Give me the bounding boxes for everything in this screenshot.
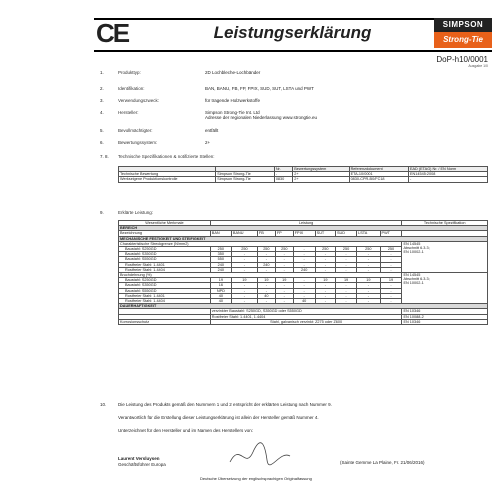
perf-col-header: BANU	[231, 231, 257, 236]
perf-value: -	[231, 288, 257, 293]
item-value2: Adresse der regionalen Niederlassung www.strongtie.eu	[205, 115, 318, 120]
signature-image	[225, 440, 295, 470]
perf-value: -	[275, 283, 293, 288]
footer-p1: Die Leistung des Produkts gemäß den Nummern 1 und 2 entspricht der erklärten Leistung nach Nummer 9.	[118, 402, 332, 407]
simpson-logo	[434, 18, 492, 48]
perf-value: 250	[257, 247, 275, 252]
perf-value: 240	[257, 262, 275, 267]
perf-spec-line: EN 14545	[403, 241, 421, 246]
spec-row	[119, 177, 488, 182]
spec-cell: 0830-CPR-B0/FC18	[349, 177, 408, 182]
perf-spec-line: EN 10002-1	[403, 250, 424, 255]
perf-korr: Korrosionsschutz	[119, 319, 211, 324]
perf-value: 40	[293, 299, 315, 304]
perf-value: 250	[357, 247, 380, 252]
spec-cell: Technische Bewertung	[119, 172, 216, 177]
perf-bereich: BEREICH	[119, 226, 488, 231]
perf-value: -	[357, 293, 380, 298]
spec-cell: EN14545:2008	[408, 172, 487, 177]
perf-value: -	[315, 293, 335, 298]
perf-dauer2-spec: EN 10088-2	[402, 314, 488, 319]
perf-value: -	[357, 257, 380, 262]
perf-value: 250	[380, 247, 402, 252]
perf-col-header: FB	[257, 231, 275, 236]
perf-value: -	[315, 283, 335, 288]
perf-mech: MECHANISCHE FESTIGKEIT UND STEIFIGKEIT	[119, 236, 488, 241]
perf-value: -	[231, 252, 257, 257]
perf-spec-cell	[402, 241, 488, 272]
perf-value: -	[315, 252, 335, 257]
item-value: Simpson Strong-Tie Int. Ltd	[205, 110, 260, 115]
perf-row-label: Baustahl: S250GD	[119, 278, 211, 283]
perf-col-header: BAN	[210, 231, 231, 236]
item-label: Bewertungssystem:	[118, 140, 158, 145]
perf-value: -	[335, 257, 356, 262]
perf-row-label: Rostfreier Stahl: 1.4401	[119, 262, 211, 267]
perf-col-header: SUT	[315, 231, 335, 236]
perf-value: -	[380, 252, 402, 257]
perf-value: -	[293, 252, 315, 257]
spec-cell: Simpson Strong-Tie	[216, 177, 275, 182]
spec-header-cell: Nr.	[274, 167, 292, 172]
item-label: Produkttyp:	[118, 70, 141, 75]
perf-value: -	[335, 252, 356, 257]
spec-cell: -	[408, 177, 487, 182]
item9-num: 9.	[100, 210, 104, 215]
perf-value: 19	[315, 278, 335, 283]
footer-p2: Verantwortlich für die Erstellung dieser Leistungserklärung ist allein der Hersteller gemäß Nummer 4.	[118, 415, 319, 420]
item-label: Hersteller:	[118, 110, 139, 115]
perf-head-char: Wesentliche Merkmale	[119, 221, 211, 226]
perf-value: -	[357, 299, 380, 304]
perf-spec-line: Abschnitt 6.3.3;	[403, 277, 430, 282]
performance-table	[118, 220, 488, 325]
item-label: Verwendungszweck:	[118, 98, 160, 103]
item-value: für tragende Holzwerkstoffe	[205, 98, 260, 103]
perf-row-label: Baustahl: S550GD	[119, 288, 211, 293]
perf-value: -	[357, 252, 380, 257]
perf-value: -	[293, 278, 315, 283]
perf-bezeichnung: Bezeichnung	[119, 231, 211, 236]
perf-value: 19	[257, 278, 275, 283]
item-num: 5.	[100, 128, 104, 133]
item-num: 2.	[100, 86, 104, 91]
spec-header-cell: Bewertungssystem	[293, 167, 349, 172]
perf-row-label: Rostfreier Stahl: 1.4401	[119, 293, 211, 298]
page-title: Leistungserklärung	[213, 23, 372, 42]
perf-value: -	[257, 299, 275, 304]
perf-value: -	[380, 257, 402, 262]
perf-block-title: Charakteristische Streckgrenze (N/mm2)	[119, 241, 402, 246]
item-num: 3.	[100, 98, 104, 103]
perf-value: -	[315, 299, 335, 304]
perf-value: -	[335, 288, 356, 293]
dop-id: DoP-h10/0001	[436, 55, 488, 64]
perf-row-label: Baustahl: S250GD	[119, 247, 211, 252]
perf-value: 19	[231, 278, 257, 283]
perf-spec-line: Abschnitt 6.3.3;	[403, 246, 430, 251]
perf-value: 250	[335, 247, 356, 252]
perf-value: -	[357, 283, 380, 288]
spec-header-cell: EAD (ETAG) Nr. / EN Norm	[408, 167, 487, 172]
perf-korr-row	[119, 319, 488, 324]
perf-value: 40	[210, 293, 231, 298]
perf-row-label: Baustahl: S550GD	[119, 257, 211, 262]
item-num: 6.	[100, 140, 104, 145]
perf-value: -	[357, 262, 380, 267]
perf-value: NPD	[210, 288, 231, 293]
perf-value: -	[275, 262, 293, 267]
perf-head-spec: Technische Spezifikation	[402, 221, 488, 226]
translation-note: Deutsche Übersetzung der englischsprachigen Originalfassung	[200, 476, 312, 481]
perf-col-header: SUD	[335, 231, 356, 236]
perf-block-title: Bruchdehnung (%)	[119, 273, 402, 278]
perf-row-label: Rostfreier Stahl: 1.4404	[119, 267, 211, 272]
perf-value: -	[335, 267, 356, 272]
spec-cell: -	[274, 172, 292, 177]
perf-value: -	[275, 257, 293, 262]
perf-korr-spec: EN 10346	[402, 319, 488, 324]
perf-value: -	[315, 267, 335, 272]
signer-name: Laurent Versluysen	[118, 456, 160, 461]
footer-p3: Unterzeichnet für den Hersteller und im Namen des Herstellers von:	[118, 428, 254, 433]
perf-value: -	[231, 293, 257, 298]
perf-head-row	[119, 221, 488, 226]
perf-value: -	[335, 262, 356, 267]
logo-top: SIMPSON	[434, 18, 492, 32]
perf-value: 250	[210, 247, 231, 252]
perf-value: -	[380, 293, 402, 298]
perf-korr-value: Stahl, galvanisch verzinkt: Z275 oder Z600	[210, 319, 402, 324]
perf-value: -	[293, 288, 315, 293]
item-num: 1.	[100, 70, 104, 75]
perf-dauer1: verzinkter Baustahl: S250GD, S350GD oder S550GD	[210, 309, 402, 314]
item9-label: Erklärte Leistung:	[118, 210, 154, 215]
perf-value: -	[335, 283, 356, 288]
perf-spec-cell	[402, 273, 488, 304]
perf-value: 19	[357, 278, 380, 283]
item-value: 2+	[205, 140, 211, 145]
perf-value: -	[293, 247, 315, 252]
spec-cell: 2+	[293, 177, 349, 182]
perf-col-header: FPIX	[293, 231, 315, 236]
perf-value: -	[335, 299, 356, 304]
perf-value: 240	[210, 267, 231, 272]
perf-value: 240	[293, 267, 315, 272]
perf-value: 19	[335, 278, 356, 283]
item-num: 4.	[100, 110, 104, 115]
logo-bottom: Strong-Tie	[434, 32, 492, 48]
footer-num: 10.	[100, 402, 107, 407]
perf-value: 250	[315, 247, 335, 252]
perf-value: 19	[275, 278, 293, 283]
signer-role: Geschäftsführer Europa	[118, 462, 166, 467]
perf-value: 19	[210, 278, 231, 283]
perf-value: -	[293, 262, 315, 267]
perf-dauer: DAUERHAFTIGKEIT	[119, 304, 488, 309]
perf-value: -	[231, 283, 257, 288]
spec-cell: 2+	[293, 172, 349, 177]
perf-value: -	[257, 252, 275, 257]
perf-value: -	[275, 299, 293, 304]
perf-spec-line: EN 14545	[403, 273, 421, 278]
sign-place: (Sainte Gemme La Plaine, Fr. 21/06/2016)	[340, 460, 425, 465]
perf-value: -	[293, 257, 315, 262]
item-value: BAN, BANU, FB, FP, FPIX, SUD, SUT, LSTA und PWT	[205, 86, 314, 91]
spec-header-cell: Referenzdokument	[349, 167, 408, 172]
perf-value: -	[315, 257, 335, 262]
perf-value: -	[335, 293, 356, 298]
spec-cell: 0830	[274, 177, 292, 182]
perf-value: -	[315, 288, 335, 293]
perf-dauer2: Rostfreier Stahl: 1.4401, 1.4404	[210, 314, 402, 319]
perf-value: -	[231, 262, 257, 267]
spec-cell: Werkseigene Produktionskontrolle	[119, 177, 216, 182]
perf-value: -	[231, 267, 257, 272]
perf-value: -	[257, 283, 275, 288]
perf-value: -	[293, 283, 315, 288]
perf-value: -	[257, 257, 275, 262]
perf-value: -	[275, 267, 293, 272]
perf-row-label: Baustahl: S350GD	[119, 283, 211, 288]
item-label: Identifikation:	[118, 86, 145, 91]
ce-mark: CE	[96, 18, 129, 48]
perf-value: -	[357, 288, 380, 293]
item-value: 2D Lochbleche-Lochbänder	[205, 70, 261, 75]
item-label: Technische Spezifikationen & notifizierte Stellen:	[118, 154, 215, 159]
perf-value: -	[293, 293, 315, 298]
perf-value: 40	[210, 299, 231, 304]
perf-value: -	[380, 267, 402, 272]
perf-value: 16	[210, 283, 231, 288]
perf-row-label: Rostfreier Stahl: 1.4404	[119, 299, 211, 304]
item-value: entfällt	[205, 128, 219, 133]
perf-value: 19	[380, 278, 402, 283]
perf-value: -	[275, 293, 293, 298]
perf-value: -	[357, 267, 380, 272]
perf-value: -	[257, 288, 275, 293]
spec-table	[118, 166, 488, 183]
perf-value: 40	[257, 293, 275, 298]
perf-value: -	[380, 299, 402, 304]
perf-value: -	[315, 262, 335, 267]
dop-number	[436, 55, 488, 68]
perf-dauer1-spec: EN 10346	[402, 309, 488, 314]
perf-value: -	[231, 299, 257, 304]
perf-col-header: LSTA	[357, 231, 380, 236]
perf-value: -	[380, 288, 402, 293]
perf-col-header: PWT	[380, 231, 402, 236]
perf-head-leistung: Leistung	[210, 221, 402, 226]
item-num: 7. 8.	[100, 154, 109, 159]
perf-value: 240	[210, 262, 231, 267]
perf-value: 550	[210, 257, 231, 262]
spec-cell: Simpson Strong-Tie	[216, 172, 275, 177]
perf-value: -	[275, 288, 293, 293]
perf-value: -	[380, 262, 402, 267]
perf-value: -	[380, 283, 402, 288]
perf-spec-line: EN 10002-1	[403, 281, 424, 286]
perf-row-label: Baustahl: S350GD	[119, 252, 211, 257]
perf-value: -	[275, 252, 293, 257]
dop-sub: Ausgabe 1/0	[468, 64, 488, 68]
perf-value: 250	[231, 247, 257, 252]
perf-col-header: FP	[275, 231, 293, 236]
perf-value: 350	[210, 252, 231, 257]
item-label: Bevollmächtigter:	[118, 128, 153, 133]
spec-cell: ETA-10/0001	[349, 172, 408, 177]
perf-value: -	[231, 257, 257, 262]
perf-value: 250	[275, 247, 293, 252]
perf-value: -	[257, 267, 275, 272]
